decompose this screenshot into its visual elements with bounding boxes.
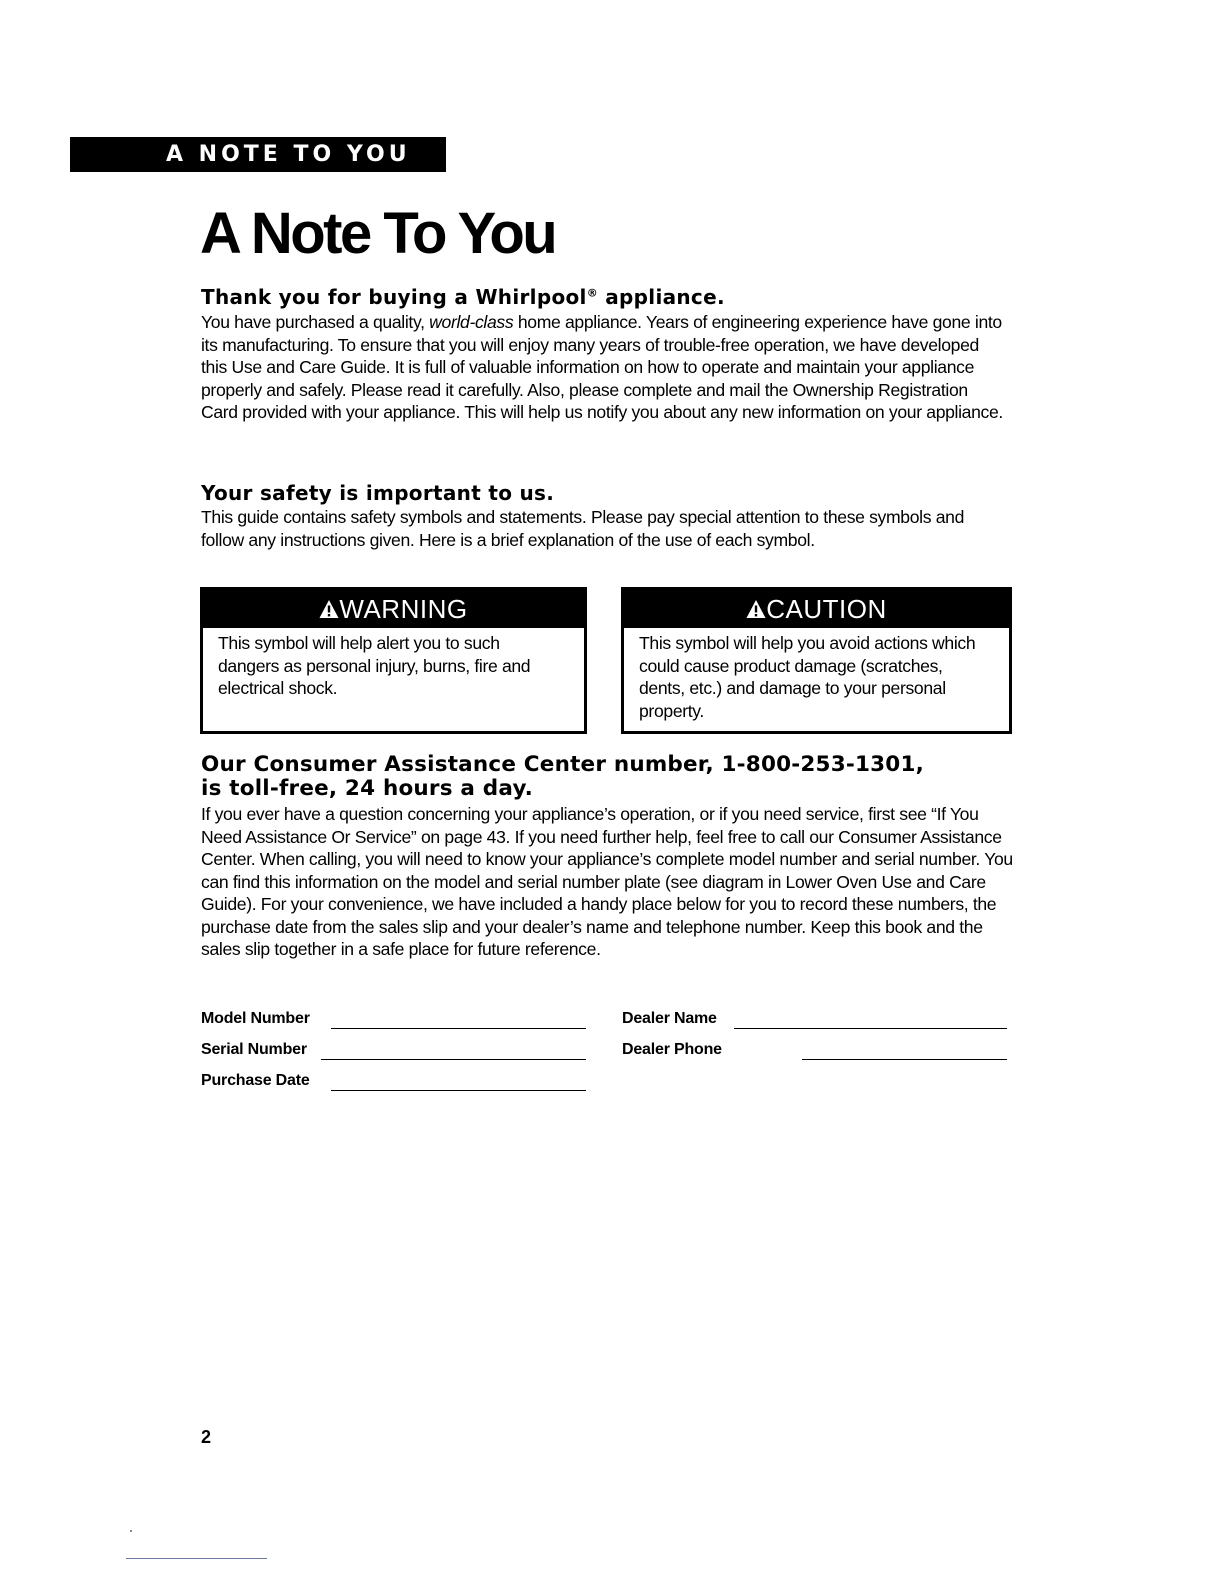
thanks-heading (201, 285, 725, 309)
warning-triangle-icon (319, 599, 339, 619)
caution-text: This symbol will help you avoid actions which could cause product damage (scratches, dents, etc.) and damage to your personal property. (639, 633, 976, 721)
page-number: 2 (201, 1427, 212, 1447)
purchase-date-field[interactable] (201, 1072, 310, 1090)
consumer-heading-line1: Our Consumer Assistance Center number, 1-800-253-1301, (201, 752, 924, 777)
page-title: A Note To You (200, 201, 556, 266)
scan-dot (130, 1530, 132, 1532)
registered-mark: ® (586, 286, 598, 300)
caution-box (621, 587, 1012, 734)
model-number-line[interactable] (331, 1028, 586, 1029)
purchase-date-line[interactable] (331, 1090, 586, 1091)
warning-box (200, 587, 587, 734)
section-tab (70, 137, 446, 172)
serial-number-line[interactable] (321, 1059, 586, 1060)
dealer-phone-line[interactable] (802, 1059, 1007, 1060)
dealer-name-line[interactable] (734, 1028, 1007, 1029)
serial-number-label: Serial Number (201, 1041, 307, 1058)
consumer-heading (201, 753, 924, 801)
section-tab-label: A NOTE TO YOU (166, 142, 411, 167)
thanks-paragraph (201, 311, 1006, 424)
thanks-text-1: You have purchased a quality, (201, 312, 430, 332)
caution-header (624, 590, 1009, 628)
consumer-paragraph: If you ever have a question concerning your appliance’s operation, or if you need service, first see “If You Need Assistance Or Service” on page 43. If you need further help, feel free to call our Consumer Assistance Center. When calling, you will need to know your appliance’s complete model number and serial number. You can find this information on the model and serial number plate (see diagram in Lower Oven Use and Care Guide). For your convenience, we have included a handy place below for you to record these numbers, the purchase date from the sales slip and your dealer’s name and telephone number. Keep this book and the sales slip together in a safe place for future reference. (201, 804, 1013, 959)
dealer-name-field[interactable] (622, 1010, 717, 1028)
caution-label: CAUTION (766, 594, 887, 624)
model-number-label: Model Number (201, 1010, 310, 1027)
thanks-text-2: home appliance. Years of engineering experience have gone into its manufacturing. To ensure that you will enjoy many years of trouble-free operation, we have developed this Use and Care Guide. It is full of valuable information on how to operate and maintain your appliance properly and safely. Please read it carefully. Also, please complete and mail the Ownership Registration Card provided with your appliance. This will help us notify you about any new information on your appliance. (201, 312, 1003, 422)
dealer-phone-label: Dealer Phone (622, 1041, 722, 1058)
footer-rule (126, 1558, 267, 1559)
serial-number-field[interactable] (201, 1041, 307, 1059)
safety-heading: Your safety is important to us. (201, 481, 555, 505)
warning-text: This symbol will help alert you to such dangers as personal injury, burns, fire and electrical shock. (218, 633, 531, 698)
consumer-heading-line2: is toll-free, 24 hours a day. (201, 776, 534, 801)
model-number-field[interactable] (201, 1010, 310, 1028)
warning-header (203, 590, 584, 628)
caution-triangle-icon (746, 599, 766, 619)
dealer-name-label: Dealer Name (622, 1010, 717, 1027)
dealer-phone-field[interactable] (622, 1041, 722, 1059)
purchase-date-label: Purchase Date (201, 1072, 310, 1089)
safety-paragraph: This guide contains safety symbols and statements. Please pay special attention to these symbols and follow any instructions given. Here is a brief explanation of the use of each symbol. (201, 507, 965, 550)
thanks-heading-text: Thank you for buying a Whirlpool (201, 285, 587, 309)
thanks-text-italic: world-class (429, 312, 514, 332)
warning-label: WARNING (339, 594, 468, 624)
thanks-heading-suffix: appliance. (598, 285, 725, 309)
